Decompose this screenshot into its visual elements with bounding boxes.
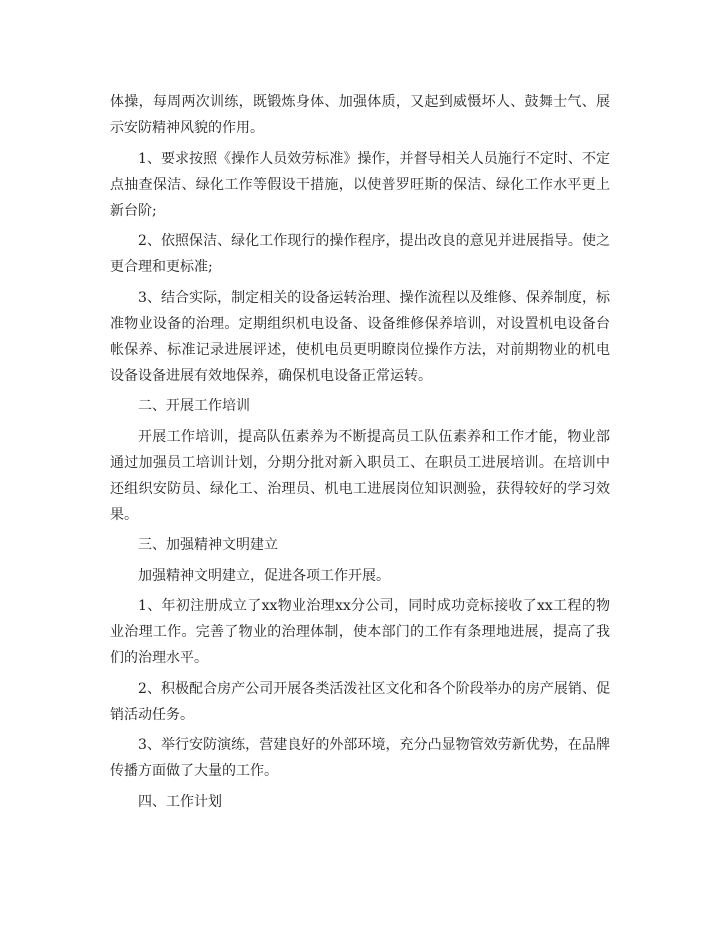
paragraph-item-2: 2、依照保洁、绿化工作现行的操作程序，提出改良的意见并进展指导。使之更合理和更标准; bbox=[110, 233, 610, 275]
section-heading-3: 三、加强精神文明建立 bbox=[138, 537, 278, 553]
paragraph-culture-item-3: 3、举行安防演练，营建良好的外部环境，充分凸显物管效劳新优势，在品牌传播方面做了大量的工作。 bbox=[110, 737, 610, 779]
paragraph-item-3: 3、结合实际，制定相关的设备运转治理、操作流程以及维修、保养制度，标准物业设备的治理。定期组织机电设备、设备维修保养培训，对设置机电设备台帐保养、标准记录进展评述，使机电员更明瞭岗位操作方法，对前期物业的机电设备设备进展有效地保养，确保机电设备正常运转。 bbox=[110, 289, 610, 384]
paragraph-culture-item-2: 2、积极配合房产公司开展各类活泼社区文化和各个阶段举办的房产展销、促销活动任务。 bbox=[110, 680, 610, 723]
paragraph-culture-intro: 加强精神文明建立，促进各项工作开展。 bbox=[138, 567, 390, 584]
paragraph-training: 开展工作培训，提高队伍素养为不断提高员工队伍素养和工作才能，物业部通过加强员工培训计划，分期分批对新入职员工、在职员工进展培训。在培训中还组织安防员、绿化工、治理员、机电工进展岗位知识测验，获得较好的学习效果。 bbox=[110, 428, 610, 523]
section-heading-4: 四、工作计划 bbox=[138, 793, 222, 810]
section-heading-2: 二、开展工作培训 bbox=[138, 398, 250, 414]
paragraph-item-1: 1、要求按照《操作人员效劳标准》操作，并督导相关人员施行不定时、不定点抽查保洁、绿化工作等假设干措施，以使普罗旺斯的保洁、绿化工作水平更上新台阶; bbox=[110, 150, 610, 219]
document-page bbox=[110, 89, 610, 819]
paragraph-culture-item-1: 1、年初注册成立了xx物业治理xx分公司，同时成功竞标接收了xx工程的物业治理工作。完善了物业的治理体制，使本部门的工作有条理地进展，提高了我们的治理水平。 bbox=[110, 598, 610, 666]
paragraph-continued: 体操，每周两次训练，既锻炼身体、加强体质，又起到威慑坏人、鼓舞士气、展示安防精神风貌的作用。 bbox=[110, 94, 610, 136]
